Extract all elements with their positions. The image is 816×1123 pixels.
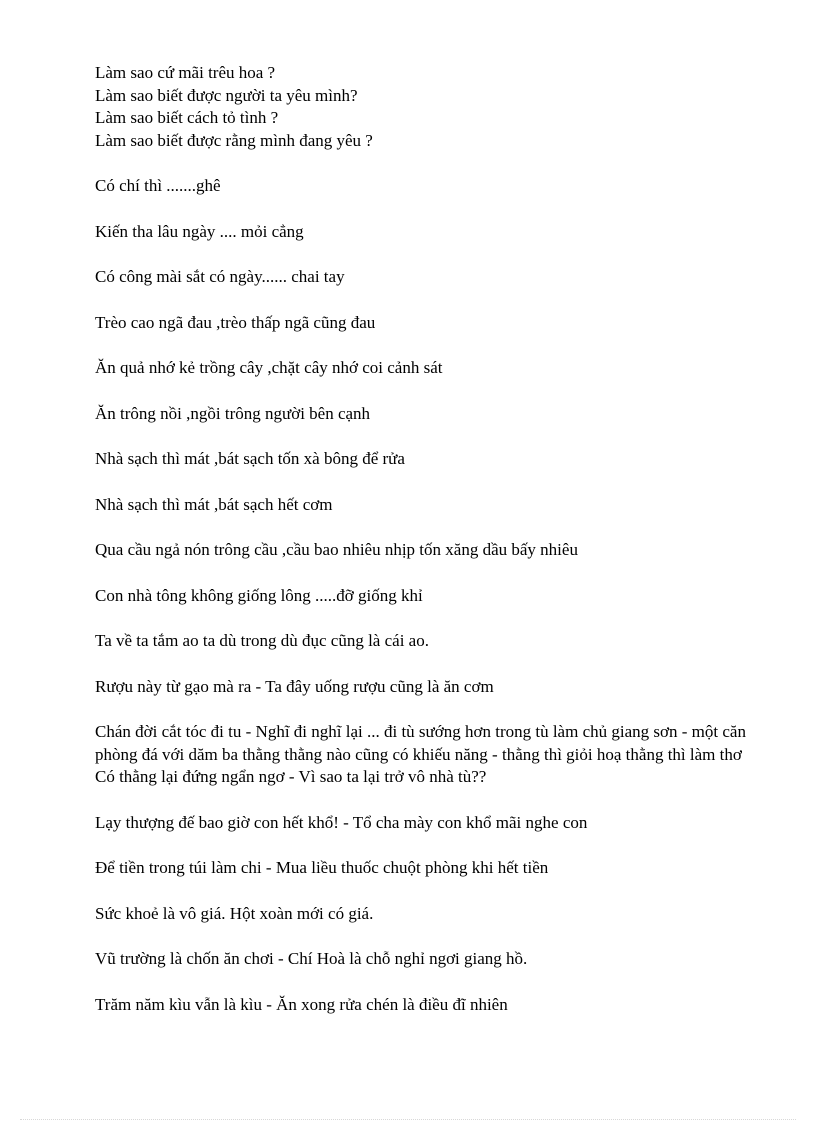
proverb-paragraph: Lạy thượng đế bao giờ con hết khổ! - Tổ cha mày con khổ mãi nghe con	[95, 812, 588, 832]
proverb-paragraph: Có chí thì .......ghê	[95, 176, 221, 195]
proverb-paragraph: Ăn quả nhớ kẻ trồng cây ,chặt cây nhớ coi cảnh sát	[95, 358, 443, 377]
proverb-paragraph: Có công mài sắt có ngày...... chai tay	[95, 267, 345, 286]
proverb-paragraph: Rượu này từ gạo mà ra - Ta đây uống rượu cũng là ăn cơm	[95, 676, 494, 696]
proverb-paragraph: Nhà sạch thì mát ,bát sạch tốn xà bông để rửa	[95, 449, 405, 468]
proverb-paragraph: Vũ trường là chốn ăn chơi - Chí Hoà là chỗ nghỉ ngơi giang hồ.	[95, 949, 528, 968]
proverb-paragraph: Con nhà tông không giống lông .....đỡ giống khỉ	[95, 585, 423, 605]
intro-line: Làm sao biết được người ta yêu mình?	[95, 85, 358, 105]
intro-stanza	[95, 62, 775, 152]
proverb-paragraph: Kiến tha lâu ngày .... mỏi cẳng	[95, 221, 304, 241]
proverb-paragraph: Ta về ta tắm ao ta dù trong dù đục cũng là cái ao.	[95, 631, 429, 650]
document-body	[95, 62, 775, 1016]
intro-line: Làm sao biết được rằng mình đang yêu ?	[95, 130, 373, 150]
proverb-paragraph: Trèo cao ngã đau ,trèo thấp ngã cũng đau	[95, 312, 376, 332]
intro-line: Làm sao biết cách tỏ tình ?	[95, 108, 279, 127]
proverb-paragraph: Qua cầu ngả nón trông cầu ,cầu bao nhiêu nhịp tốn xăng dầu bấy nhiêu	[95, 540, 578, 559]
proverb-paragraph: Trăm năm kìu vẫn là kìu - Ăn xong rửa chén là điều đĩ nhiên	[95, 994, 508, 1014]
proverb-paragraph: Sức khoẻ là vô giá. Hột xoàn mới có giá.	[95, 903, 374, 923]
page-bottom-divider	[20, 1119, 796, 1120]
proverb-paragraph: Nhà sạch thì mát ,bát sạch hết cơm	[95, 494, 333, 514]
proverb-paragraph: Để tiền trong túi làm chi - Mua liều thuốc chuột phòng khi hết tiền	[95, 858, 549, 877]
proverb-paragraph-long: Chán đời cắt tóc đi tu - Nghĩ đi nghĩ lại ... đi tù sướng hơn trong tù làm chủ giang sơn - một căn phòng đá với dăm ba thằng thằng nào cũng có khiếu năng - thằng thì giỏi hoạ thằng thì làm thơ Có thằng lại đứng ngẩn ngơ - Vì sao ta lại trở vô nhà tù??	[95, 722, 746, 786]
intro-line: Làm sao cứ mãi trêu hoa ?	[95, 63, 276, 82]
proverb-paragraph: Ăn trông nồi ,ngồi trông người bên cạnh	[95, 403, 371, 423]
